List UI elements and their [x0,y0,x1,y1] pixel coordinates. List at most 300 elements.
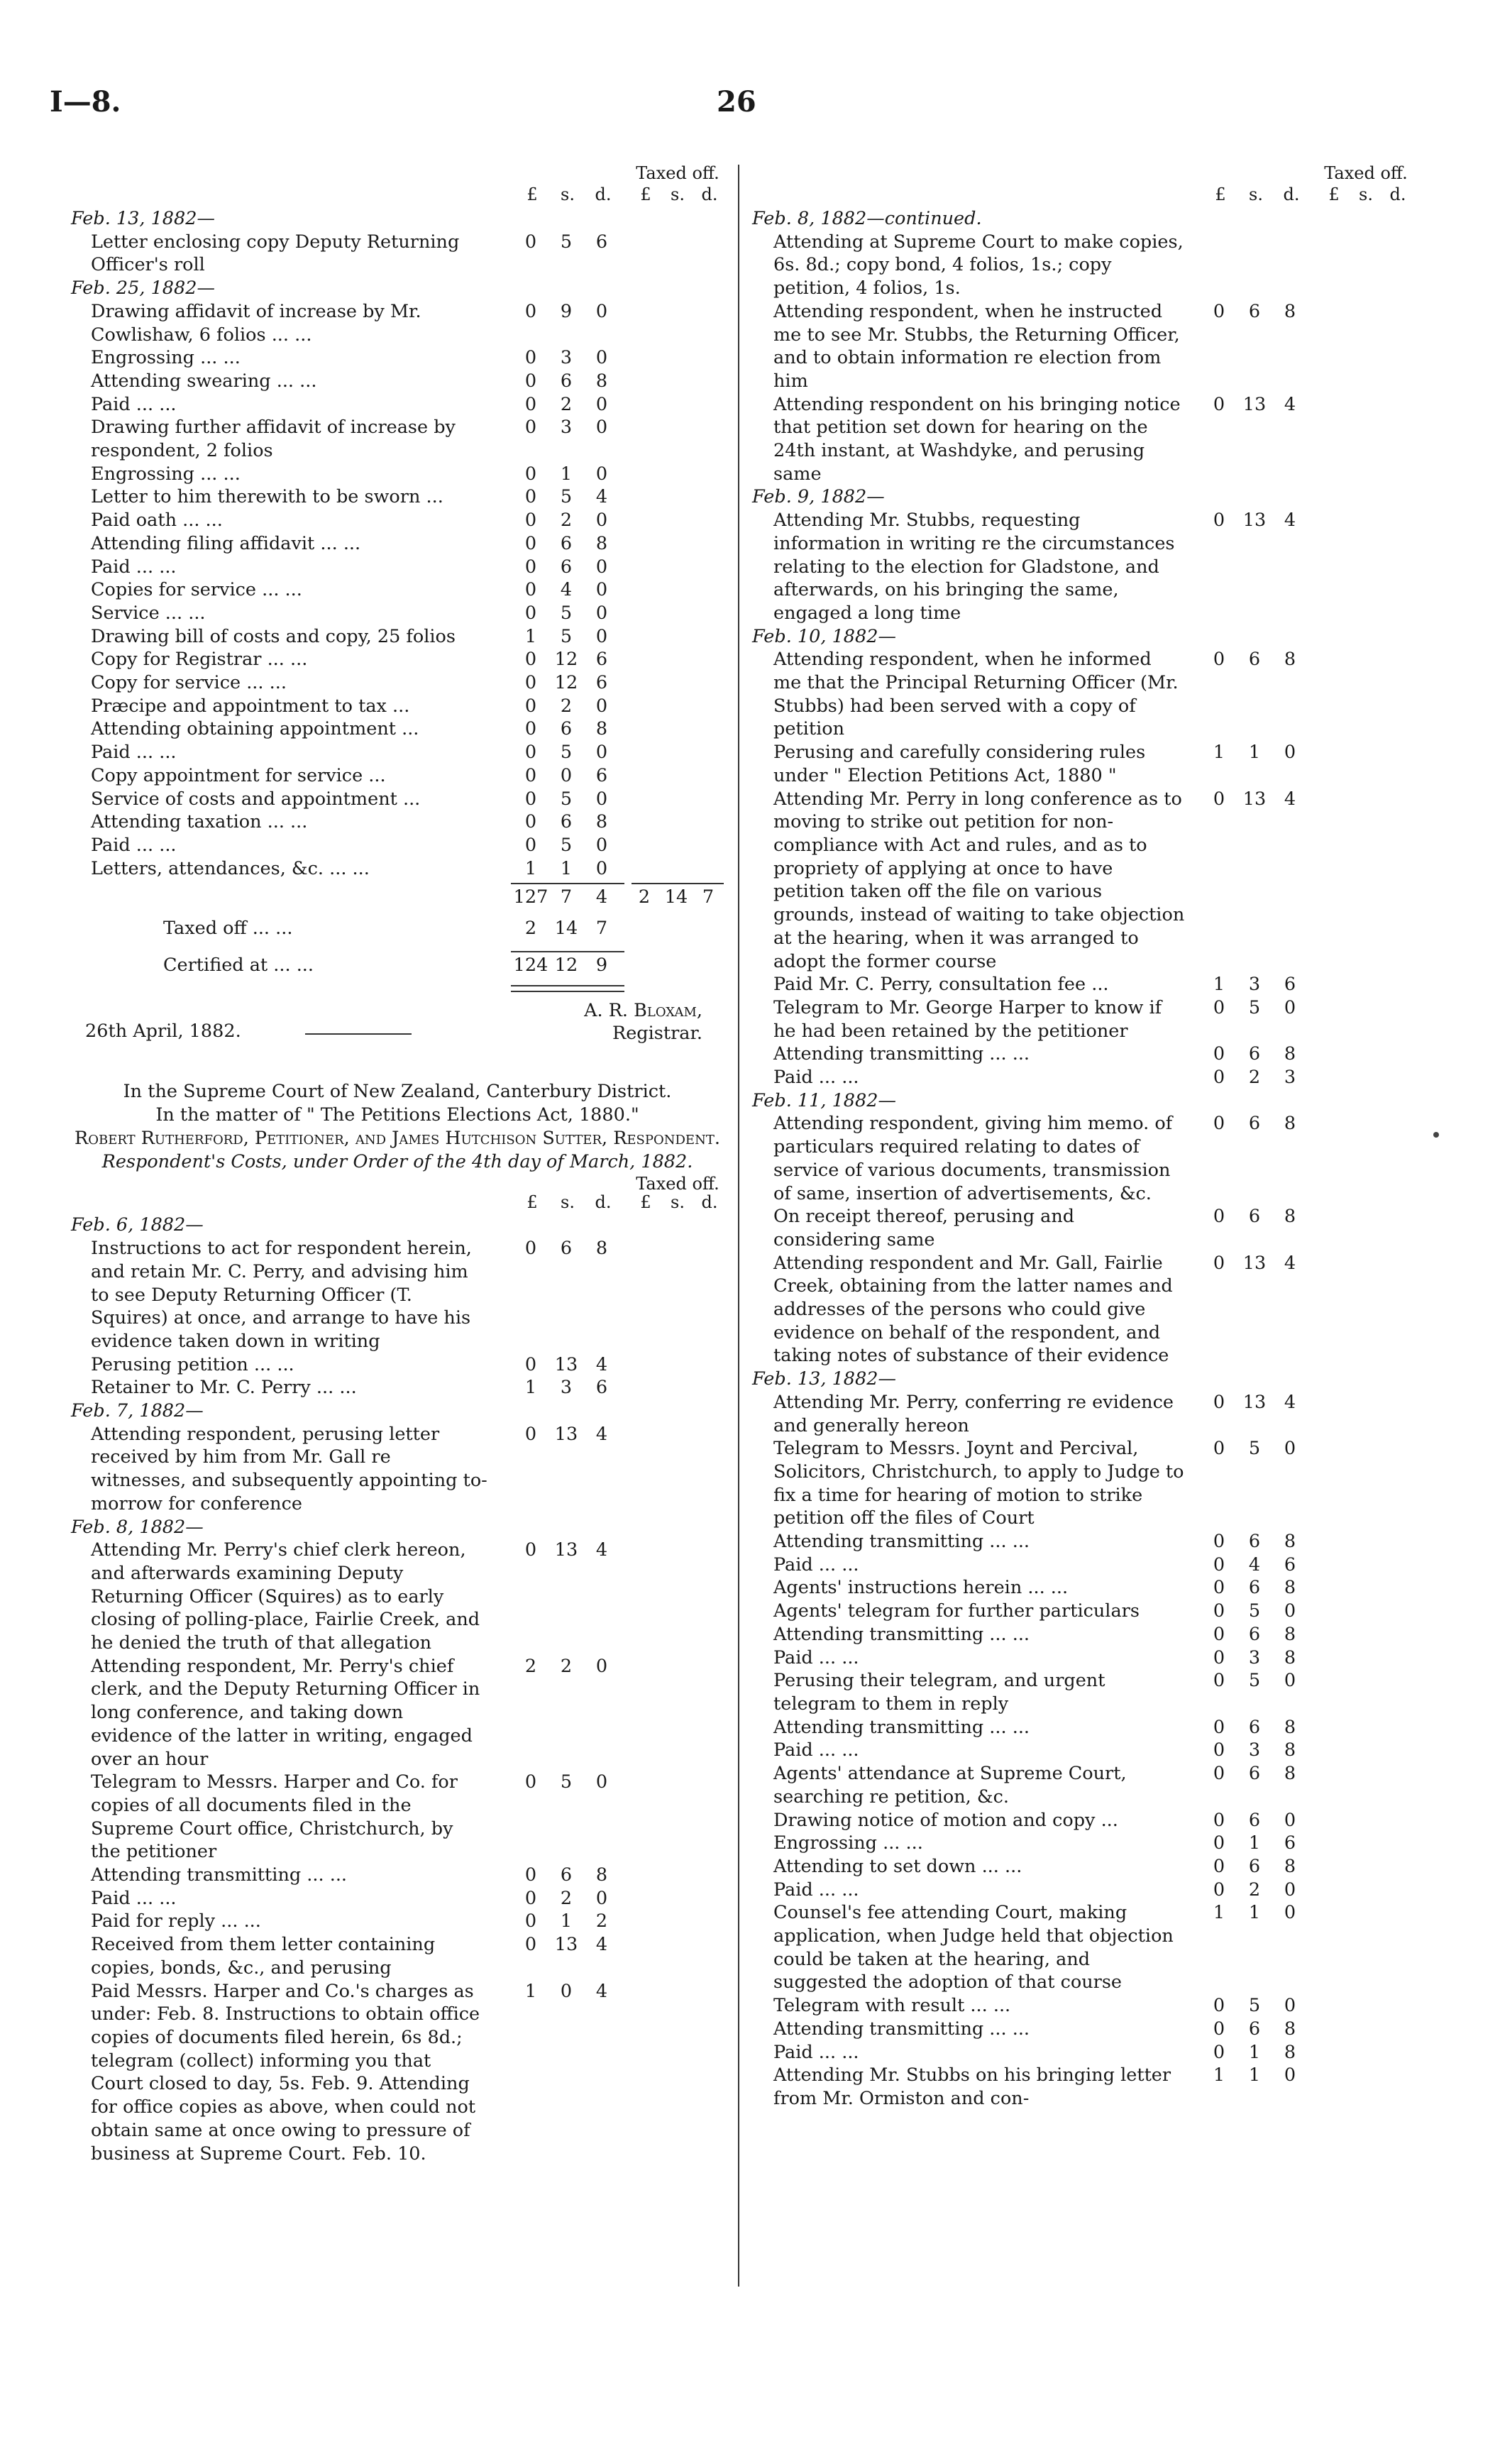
court-heading: In the Supreme Court of New Zealand, Canterbury District. [123,1081,672,1103]
entry-description: Paid for reply ... ... [91,1910,261,1932]
entry-pence: 0 [595,579,608,601]
entry-pence: 0 [1284,1995,1296,2017]
entry-description: Agents' instructions herein ... ... [773,1577,1069,1599]
entry-pence: 0 [1284,996,1296,1018]
entry-shillings: 3 [1248,1646,1261,1668]
entry-description: Attending transmitting ... ... [91,1864,348,1886]
entry-pence: 8 [595,1238,608,1260]
entry-pounds: 1 [1213,742,1225,764]
date-heading [752,207,1412,231]
entry-pounds: 0 [1213,1067,1225,1089]
cost-entry [71,485,724,509]
date-text: Feb. 11, 1882— [752,1089,896,1111]
entry-description: Received from them letter containing copies, bonds, &c., and perusing [91,1934,436,1979]
entry-pounds: 0 [1213,788,1225,810]
cost-entry [752,788,1412,974]
date-text: Feb. 13, 1882— [71,208,215,229]
entry-pence: 0 [595,857,608,879]
entry-pounds: 0 [1213,2018,1225,2040]
entry-pounds: 0 [1213,996,1225,1018]
cost-entry [752,996,1412,1043]
certified-pence: 9 [595,955,608,977]
cost-entry [752,1901,1412,1994]
entry-pence: 0 [1284,2064,1296,2086]
entry-shillings: 5 [1248,1438,1261,1460]
cost-entry [71,857,724,881]
entry-shillings: 5 [1248,1670,1261,1692]
entry-pounds: 0 [524,649,537,671]
entry-pounds: 0 [1213,1670,1225,1692]
entry-description: Copy for service ... ... [91,672,287,694]
entry-shillings: 6 [560,532,573,554]
entry-shillings: 3 [560,347,573,369]
entry-pence: 0 [1284,1600,1296,1622]
sum-row [71,886,724,917]
left-second-header [71,1174,724,1214]
cost-entry [71,393,724,417]
entry-description: Paid oath ... ... [91,510,223,532]
entry-pounds: 0 [524,672,537,694]
sum-taxed-pence: 7 [702,886,715,908]
entry-pence: 8 [1284,1043,1296,1065]
entry-description: Paid Messrs. Harper and Co.'s charges as under: Feb. 8. Instructions to obtain office copies of documents filed herein, 6s 8d.; telegram (collect) informing you that Court closed to day, 5s. Feb. 9. Attending for office copies as above, when could not obtain same at once owing to pressure of business at Supreme Court. Feb. 10. [91,1980,480,2165]
cost-entry [752,300,1412,393]
cost-entry [752,1391,1412,1437]
date-heading [71,207,724,231]
entry-description: Letters, attendances, &c. ... ... [91,857,370,879]
entry-pence: 0 [595,1887,608,1909]
entry-description: On receipt thereof, perusing and considering same [773,1206,1075,1250]
entry-pence: 4 [1284,1391,1296,1413]
cost-entry [71,788,724,811]
entry-pounds: 0 [1213,1739,1225,1761]
entry-pence: 4 [595,1423,608,1445]
entry-description: Telegram to Messrs. Joynt and Percival, Solicitors, Christchurch, to apply to Judge to fix a time for hearing of motion to strike petition off the files of Court [773,1438,1184,1529]
entry-pence: 0 [595,742,608,764]
entry-description: Paid ... ... [773,1739,859,1761]
entry-pence: 6 [1284,974,1296,996]
entry-pence: 0 [595,556,608,578]
entry-pounds: 0 [1213,1623,1225,1645]
entry-pounds: 0 [524,1539,537,1561]
entry-pounds: 0 [1213,510,1225,532]
left-column-header [71,163,724,207]
entry-description: Perusing their telegram, and urgent telegram to them in reply [773,1670,1105,1715]
entry-pounds: 2 [524,1655,537,1677]
entry-description: Telegram with result ... ... [773,1995,1011,2017]
cost-entry [71,1933,724,1979]
entry-description: Attending obtaining appointment ... [91,718,419,740]
date-text: Feb. 25, 1882— [71,277,215,299]
cost-entry [752,2064,1412,2110]
cost-entry [71,231,724,277]
entry-pence: 4 [595,1980,608,2002]
date-heading [71,1214,724,1237]
shillings-heading: s. [561,185,575,204]
entry-description: Attending transmitting ... ... [773,1531,1030,1553]
entry-pence: 6 [595,1377,608,1399]
entry-description: Letter to him therewith to be sworn ... [91,486,443,508]
entry-pounds: 0 [524,602,537,624]
entry-shillings: 6 [1248,1043,1261,1065]
entry-pounds: 0 [1213,649,1225,671]
entry-description: Instructions to act for respondent herein, and retain Mr. C. Perry, and advising him to see Deputy Returning Officer (T. Squires) at once, and arrange to have his evidence taken down in writing [91,1238,472,1352]
entry-shillings: 13 [1242,393,1267,415]
entry-pounds: 0 [1213,393,1225,415]
cost-entry [752,1879,1412,1902]
entry-pence: 4 [595,1934,608,1956]
entry-pence: 0 [1284,1438,1296,1460]
taxed-pounds-heading-right: £ [1328,185,1340,204]
date-text: Feb. 6, 1882— [71,1214,204,1236]
entry-pounds: 0 [524,463,537,485]
entry-description: Drawing further affidavit of increase by respondent, 2 folios [91,417,456,462]
entry-pounds: 1 [1213,2064,1225,2086]
entry-shillings: 6 [1248,1809,1261,1831]
taxed-pounds-heading-2: £ [640,1192,651,1213]
sum-rule [71,880,724,886]
date-heading [752,485,1412,509]
double-rule [511,985,624,992]
entry-shillings: 2 [560,510,573,532]
entry-pence: 0 [595,1771,608,1793]
entry-description: Attending to set down ... ... [773,1855,1022,1877]
entry-pence: 0 [595,510,608,532]
entry-pence: 3 [1284,1067,1296,1089]
cost-entry [71,717,724,741]
cost-entry [752,741,1412,787]
cost-entry [752,1043,1412,1066]
cost-entry [71,463,724,486]
entry-shillings: 6 [1248,1113,1261,1135]
entry-shillings: 6 [560,556,573,578]
taxed-off-heading: Taxed off. [636,163,719,183]
entry-pence: 0 [1284,1879,1296,1901]
entry-pounds: 0 [524,1238,537,1260]
entry-pence: 6 [1284,1553,1296,1575]
entry-description: Paid ... ... [773,1646,859,1668]
entry-shillings: 1 [1248,742,1261,764]
entry-pounds: 0 [1213,1531,1225,1553]
right-column [752,163,1412,2111]
entry-description: Attending respondent, Mr. Perry's chief clerk, and the Deputy Returning Officer in long conference, and taking down evidence of the latter in writing, engaged over an hour [91,1655,480,1770]
sum-taxed-pounds: 2 [638,886,651,908]
entry-pence: 0 [1284,1809,1296,1831]
entry-pounds: 1 [524,1980,537,2002]
entry-pounds: 0 [1213,2041,1225,2063]
entry-shillings: 6 [1248,300,1261,322]
date-text: Feb. 9, 1882— [752,486,885,508]
margin-dot-mark [1433,1132,1439,1138]
entry-pounds: 0 [1213,1577,1225,1599]
entry-pence: 0 [595,417,608,439]
entry-pounds: 0 [1213,300,1225,322]
cost-entry [71,1887,724,1910]
cost-entry [752,1623,1412,1646]
entry-pence: 0 [1284,1902,1296,1924]
entry-pence: 8 [595,718,608,740]
entry-pounds: 1 [524,1377,537,1399]
certified-row [71,954,724,985]
entry-pounds: 0 [1213,1043,1225,1065]
date-heading [752,625,1412,649]
entry-pounds: 1 [1213,1902,1225,1924]
date-text: Feb. 8, 1882— [71,1516,204,1538]
entry-pounds: 0 [524,788,537,810]
entry-pounds: 0 [524,742,537,764]
entry-pounds: 0 [1213,1995,1225,2017]
entry-shillings: 6 [560,1238,573,1260]
entry-shillings: 5 [560,602,573,624]
entry-pence: 8 [1284,1113,1296,1135]
entry-pence: 8 [595,1864,608,1886]
certified-shillings: 12 [554,955,578,977]
cost-entry [71,370,724,393]
short-rule [305,1033,412,1035]
entry-shillings: 6 [1248,1623,1261,1645]
cost-entry [71,578,724,602]
entry-description: Engrossing ... ... [91,463,241,485]
date-heading [752,1368,1412,1391]
entry-pounds: 1 [524,625,537,647]
entry-pence: 8 [1284,1763,1296,1785]
cost-entry [71,1771,724,1864]
entry-shillings: 13 [1242,1391,1267,1413]
column-divider [738,165,739,2287]
cost-entry [71,1237,724,1353]
parties-heading: Robert Rutherford, Petitioner, and James Hutchison Sutter, Respondent. [75,1128,720,1150]
entry-pence: 0 [1284,742,1296,764]
entry-pounds: 0 [1213,1879,1225,1901]
taxed-pence-heading: d. [701,185,718,204]
entry-shillings: 5 [1248,996,1261,1018]
cost-entry [752,1855,1412,1879]
entry-shillings: 13 [554,1353,578,1375]
entry-pounds: 0 [1213,1206,1225,1228]
entry-description: Drawing bill of costs and copy, 25 folios [91,625,456,647]
cost-entry [752,231,1412,300]
entry-shillings: 13 [1242,510,1267,532]
entry-description: Attending transmitting ... ... [773,1716,1030,1738]
cost-entry [71,602,724,625]
right-column-header [752,163,1412,207]
entry-shillings: 2 [1248,1067,1261,1089]
continued-costs-entries [752,207,1412,2111]
cost-entry [71,1910,724,1933]
entry-pence: 0 [1284,1670,1296,1692]
entry-description: Attending Mr. Perry, conferring re evidence and generally hereon [773,1391,1174,1436]
taxed-shillings-heading-2: s. [671,1192,685,1213]
entry-pence: 4 [1284,788,1296,810]
entry-shillings: 1 [1248,1902,1261,1924]
shillings-heading-2: s. [561,1192,575,1213]
pence-heading: d. [595,185,612,204]
taxed-off-heading-2: Taxed off. [636,1174,719,1194]
date-heading [71,277,724,300]
cost-entry [752,1600,1412,1623]
entry-pounds: 0 [524,556,537,578]
taxed-off-pounds: 2 [524,918,537,940]
entry-pence: 8 [1284,1739,1296,1761]
entry-pounds: 0 [524,764,537,786]
cost-entry [71,741,724,764]
entry-shillings: 3 [1248,1739,1261,1761]
entry-shillings: 1 [560,463,573,485]
entry-description: Drawing affidavit of increase by Mr. Cowlishaw, 6 folios ... ... [91,300,421,346]
entry-pence: 8 [595,532,608,554]
entry-pounds: 0 [524,486,537,508]
entry-description: Attending Mr. Perry's chief clerk hereon, and afterwards examining Deputy Returning Officer (Squires) as to early closing of polling-place, Fairlie Creek, and he denied the truth of that allegation [91,1539,480,1654]
cost-entry [71,1864,724,1887]
entry-pence: 0 [595,834,608,856]
entry-pounds: 0 [524,1864,537,1886]
entry-pounds: 0 [524,1771,537,1793]
cost-entry [752,973,1412,996]
cost-entry [71,532,724,556]
entry-pounds: 0 [1213,1716,1225,1738]
entry-description: Copy for Registrar ... ... [91,649,308,671]
matter-heading: In the matter of " The Petitions Elections Act, 1880." [155,1104,639,1126]
entry-shillings: 12 [554,672,578,694]
entry-shillings: 6 [1248,1763,1261,1785]
cost-entry [71,1376,724,1399]
cost-entry [71,346,724,370]
entry-description: Attending swearing ... ... [91,370,317,392]
date-text: Feb. 13, 1882— [752,1368,896,1390]
entry-pounds: 0 [1213,1855,1225,1877]
entry-pence: 0 [595,1655,608,1677]
cost-entry [752,1576,1412,1600]
entry-description: Paid ... ... [773,2041,859,2063]
entry-pence: 0 [595,300,608,322]
entry-shillings: 5 [1248,1600,1261,1622]
entry-description: Perusing petition ... ... [91,1353,294,1375]
entry-pounds: 0 [524,1353,537,1375]
entry-shillings: 6 [1248,1716,1261,1738]
entry-pence: 8 [1284,1206,1296,1228]
entry-description: Paid ... ... [91,556,177,578]
entry-shillings: 13 [554,1539,578,1561]
entry-shillings: 13 [554,1423,578,1445]
entry-description: Attending respondent, perusing letter received by him from Mr. Gall re witnesses, and subsequently appointing to-morrow for conference [91,1423,487,1514]
entry-description: Attending transmitting ... ... [773,1623,1030,1645]
entry-pence: 6 [1284,1832,1296,1854]
cost-entry [71,1539,724,1655]
pence-heading-right: d. [1283,185,1300,204]
entry-pence: 2 [595,1910,608,1932]
cost-entry [752,1809,1412,1832]
entry-pounds: 0 [524,718,537,740]
cost-entry [752,1066,1412,1089]
cost-entry [752,1437,1412,1530]
entry-shillings: 12 [554,649,578,671]
cost-entry [71,810,724,834]
entry-description: Drawing notice of motion and copy ... [773,1809,1118,1831]
entry-pence: 8 [1284,1716,1296,1738]
cost-entry [71,1353,724,1377]
entry-description: Perusing and carefully considering rules under " Election Petitions Act, 1880 " [773,742,1146,786]
entry-description: Counsel's fee attending Court, making application, when Judge held that objection could be taken at the hearing, and suggested the adoption of that course [773,1902,1174,1993]
cost-entry [71,671,724,695]
pounds-heading-right: £ [1215,185,1226,204]
entry-shillings: 3 [1248,974,1261,996]
entry-description: Attending taxation ... ... [91,811,308,833]
entry-shillings: 13 [1242,788,1267,810]
entry-pounds: 0 [1213,1438,1225,1460]
entry-shillings: 1 [1248,2041,1261,2063]
sum-taxed-shillings: 14 [664,886,688,908]
taxed-shillings-heading: s. [671,185,685,204]
entry-pence: 4 [1284,393,1296,415]
entry-shillings: 3 [560,1377,573,1399]
entry-pence: 0 [595,602,608,624]
entry-shillings: 5 [560,486,573,508]
entry-shillings: 6 [560,718,573,740]
taxed-off-row [71,917,724,948]
entry-pounds: 0 [1213,1646,1225,1668]
entry-shillings: 6 [1248,1531,1261,1553]
entry-shillings: 4 [1248,1553,1261,1575]
entry-description: Letter enclosing copy Deputy Returning Officer's roll [91,231,460,276]
cost-entry [71,834,724,857]
entry-description: Attending respondent, when he instructed me to see Mr. Stubbs, the Returning Officer, and to obtain information re election from him [773,300,1180,392]
taxed-off-label: Taxed off ... ... [163,918,293,940]
entry-shillings: 0 [560,1980,573,2002]
entry-pence: 8 [1284,1623,1296,1645]
entry-description: Copy appointment for service ... [91,764,386,786]
entry-pounds: 0 [524,1934,537,1956]
cost-entry [752,1739,1412,1762]
entry-description: Paid ... ... [91,1887,177,1909]
taxed-rule [71,948,724,954]
registrar-title: Registrar. [612,1023,702,1045]
entry-pence: 8 [1284,300,1296,322]
sum-pence: 4 [595,886,608,908]
date-heading [71,1399,724,1423]
entry-pence: 8 [1284,1646,1296,1668]
entry-description: Attending respondent, when he informed me that the Principal Returning Officer (Mr. Stubbs) had been served with a copy of petition [773,649,1179,740]
taxed-pence-heading-right: d. [1389,185,1406,204]
entry-pounds: 0 [524,1423,537,1445]
cost-entry [71,648,724,671]
entry-pounds: 0 [524,1910,537,1932]
entry-pence: 0 [595,788,608,810]
cost-entry [71,556,724,579]
sum-shillings: 7 [560,886,573,908]
entry-description: Paid ... ... [773,1879,859,1901]
entry-description: Engrossing ... ... [91,347,241,369]
cost-entry [752,1646,1412,1670]
entry-pounds: 0 [524,300,537,322]
entry-description: Telegram to Mr. George Harper to know if he had been retained by the petitioner [773,996,1162,1042]
entry-pounds: 1 [524,857,537,879]
entry-pounds: 0 [524,393,537,415]
pounds-heading-2: £ [526,1192,538,1213]
entry-shillings: 2 [560,1655,573,1677]
entry-description: Paid Mr. C. Perry, consultation fee ... [773,974,1109,996]
cost-entry [71,764,724,788]
entry-shillings: 1 [560,1910,573,1932]
entry-pence: 8 [1284,649,1296,671]
taxed-shillings-heading-right: s. [1359,185,1373,204]
entry-shillings: 1 [1248,2064,1261,2086]
entry-description: Agents' attendance at Supreme Court, searching re petition, &c. [773,1763,1127,1808]
entry-pence: 4 [1284,510,1296,532]
cost-entry [71,300,724,346]
entry-shillings: 6 [1248,1855,1261,1877]
entry-pounds: 0 [1213,1391,1225,1413]
certified-pounds: 124 [513,955,548,977]
